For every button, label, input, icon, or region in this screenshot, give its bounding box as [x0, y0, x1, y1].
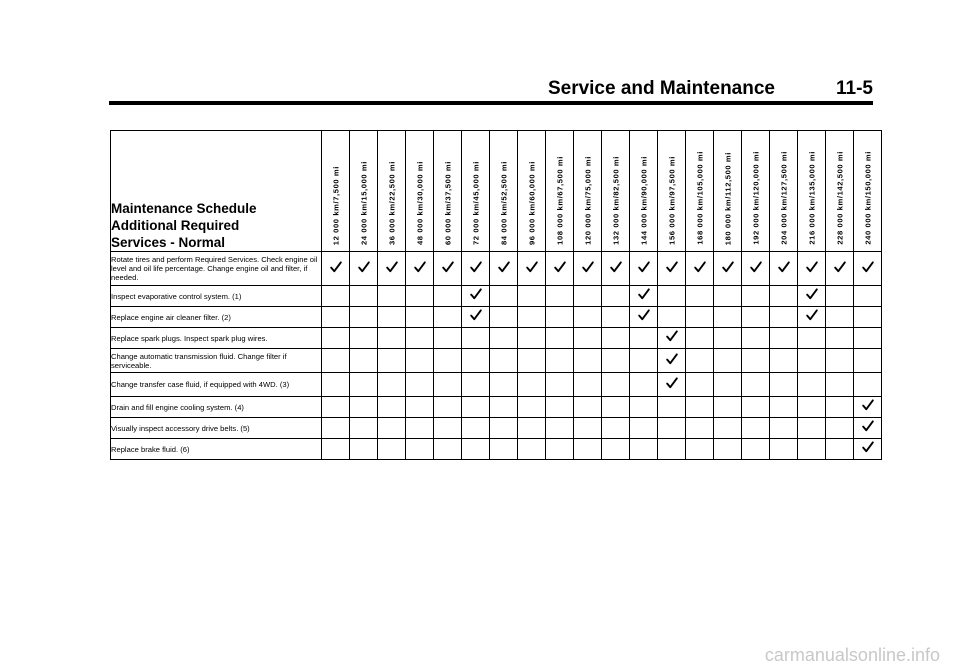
checkmark-icon [442, 261, 454, 273]
service-task: Replace engine air cleaner filter. (2) [111, 307, 322, 328]
schedule-cell [854, 286, 882, 307]
interval-label: 84 000 km/52,500 mi [499, 160, 508, 245]
checkmark-icon [330, 261, 342, 273]
schedule-cell [406, 328, 434, 349]
schedule-cell [854, 252, 882, 286]
checkmark-icon [806, 288, 818, 300]
schedule-cell [462, 373, 490, 397]
schedule-cell [602, 252, 630, 286]
interval-column-header [714, 131, 742, 252]
schedule-cell [658, 397, 686, 418]
schedule-cell [630, 373, 658, 397]
schedule-cell [350, 373, 378, 397]
schedule-cell [826, 349, 854, 373]
interval-label: 120 000 km/75,000 mi [583, 156, 592, 245]
checkmark-icon [638, 309, 650, 321]
schedule-cell [714, 349, 742, 373]
schedule-cell [658, 418, 686, 439]
schedule-cell [574, 349, 602, 373]
schedule-cell [518, 328, 546, 349]
schedule-cell [546, 349, 574, 373]
schedule-cell [518, 397, 546, 418]
schedule-cell [462, 397, 490, 418]
schedule-cell [462, 349, 490, 373]
schedule-cell [742, 328, 770, 349]
schedule-cell [490, 252, 518, 286]
schedule-cell [462, 252, 490, 286]
schedule-cell [854, 373, 882, 397]
schedule-cell [770, 307, 798, 328]
schedule-cell [854, 307, 882, 328]
schedule-cell [322, 286, 350, 307]
schedule-cell [406, 439, 434, 460]
schedule-cell [658, 286, 686, 307]
schedule-cell [826, 439, 854, 460]
service-task: Replace spark plugs. Inspect spark plug wires. [111, 328, 322, 349]
schedule-cell [686, 252, 714, 286]
interval-label: 180 000 km/112,500 mi [723, 151, 732, 245]
schedule-cell [602, 418, 630, 439]
checkmark-icon [806, 309, 818, 321]
schedule-cell [602, 349, 630, 373]
schedule-cell [518, 307, 546, 328]
schedule-cell [434, 373, 462, 397]
schedule-cell [742, 439, 770, 460]
schedule-cell [378, 373, 406, 397]
schedule-cell [350, 349, 378, 373]
schedule-cell [686, 373, 714, 397]
schedule-cell [574, 286, 602, 307]
schedule-cell [434, 252, 462, 286]
schedule-cell [714, 307, 742, 328]
interval-column-header [434, 131, 462, 252]
schedule-cell [434, 307, 462, 328]
schedule-cell [574, 418, 602, 439]
checkmark-icon [806, 261, 818, 273]
schedule-cell [490, 286, 518, 307]
schedule-cell [350, 307, 378, 328]
schedule-cell [686, 307, 714, 328]
schedule-cell [434, 349, 462, 373]
watermark: carmanualsonline.info [764, 645, 940, 665]
schedule-cell [658, 373, 686, 397]
checkmark-icon [470, 261, 482, 273]
schedule-cell [770, 439, 798, 460]
schedule-cell [322, 252, 350, 286]
interval-label: 108 000 km/67,500 mi [555, 156, 564, 245]
service-task: Change automatic transmission fluid. Change filter if serviceable. [111, 349, 322, 373]
schedule-cell [406, 307, 434, 328]
schedule-cell [462, 328, 490, 349]
table-row [111, 439, 882, 460]
checkmark-icon [554, 261, 566, 273]
schedule-cell [714, 418, 742, 439]
schedule-cell [490, 373, 518, 397]
checkmark-icon [834, 261, 846, 273]
schedule-cell [462, 307, 490, 328]
schedule-cell [742, 307, 770, 328]
schedule-cell [462, 418, 490, 439]
interval-column-header [546, 131, 574, 252]
schedule-cell [350, 418, 378, 439]
schedule-cell [630, 418, 658, 439]
schedule-cell [826, 397, 854, 418]
table-row [111, 307, 882, 328]
page-header [0, 78, 873, 100]
schedule-cell [602, 439, 630, 460]
schedule-cell [406, 286, 434, 307]
interval-column-header [406, 131, 434, 252]
schedule-cell [322, 397, 350, 418]
schedule-cell [406, 349, 434, 373]
table-title-line: Maintenance Schedule [111, 201, 257, 216]
checkmark-icon [358, 261, 370, 273]
interval-label: 72 000 km/45,000 mi [471, 160, 480, 245]
schedule-cell [798, 439, 826, 460]
checkmark-icon [666, 261, 678, 273]
schedule-cell [602, 373, 630, 397]
schedule-cell [714, 328, 742, 349]
schedule-cell [434, 439, 462, 460]
schedule-cell [378, 418, 406, 439]
schedule-cell [462, 286, 490, 307]
schedule-cell [686, 349, 714, 373]
schedule-cell [742, 373, 770, 397]
schedule-cell [798, 349, 826, 373]
schedule-cell [546, 397, 574, 418]
schedule-cell [770, 397, 798, 418]
schedule-cell [602, 328, 630, 349]
schedule-cell [630, 439, 658, 460]
schedule-cell [770, 349, 798, 373]
schedule-cell [798, 252, 826, 286]
table-body [111, 252, 882, 460]
schedule-cell [574, 252, 602, 286]
checkmark-icon [666, 353, 678, 365]
checkmark-icon [862, 420, 874, 432]
schedule-cell [854, 439, 882, 460]
schedule-cell [490, 439, 518, 460]
schedule-cell [574, 397, 602, 418]
schedule-cell [406, 418, 434, 439]
schedule-cell [350, 286, 378, 307]
schedule-cell [826, 286, 854, 307]
service-task: Inspect evaporative control system. (1) [111, 286, 322, 307]
interval-column-header [658, 131, 686, 252]
schedule-cell [350, 252, 378, 286]
checkmark-icon [750, 261, 762, 273]
checkmark-icon [470, 288, 482, 300]
schedule-cell [854, 397, 882, 418]
interval-column-header [770, 131, 798, 252]
interval-column-header [518, 131, 546, 252]
checkmark-icon [386, 261, 398, 273]
checkmark-icon [610, 261, 622, 273]
table-title [111, 131, 322, 252]
schedule-cell [658, 307, 686, 328]
schedule-cell [574, 307, 602, 328]
schedule-cell [490, 307, 518, 328]
interval-column-header [574, 131, 602, 252]
interval-column-header [490, 131, 518, 252]
schedule-cell [378, 286, 406, 307]
maintenance-schedule-table [110, 130, 882, 460]
schedule-cell [714, 397, 742, 418]
schedule-cell [490, 349, 518, 373]
service-task: Drain and fill engine cooling system. (4) [111, 397, 322, 418]
schedule-cell [714, 373, 742, 397]
schedule-cell [798, 418, 826, 439]
interval-column-header [854, 131, 882, 252]
schedule-cell [630, 252, 658, 286]
table-header-row [111, 131, 882, 252]
schedule-cell [742, 286, 770, 307]
schedule-cell [798, 373, 826, 397]
schedule-cell [686, 286, 714, 307]
interval-label: 228 000 km/142,500 mi [835, 151, 844, 245]
table-row [111, 349, 882, 373]
schedule-cell [854, 418, 882, 439]
table-row [111, 286, 882, 307]
schedule-cell [322, 328, 350, 349]
interval-label: 156 000 km/97,500 mi [667, 156, 676, 245]
table-row [111, 397, 882, 418]
table-row [111, 418, 882, 439]
schedule-cell [462, 439, 490, 460]
page-number: 11-5 [836, 78, 873, 99]
schedule-cell [546, 252, 574, 286]
schedule-cell [686, 418, 714, 439]
checkmark-icon [582, 261, 594, 273]
interval-column-header [826, 131, 854, 252]
interval-column-header [742, 131, 770, 252]
checkmark-icon [414, 261, 426, 273]
schedule-cell [378, 307, 406, 328]
schedule-cell [854, 349, 882, 373]
checkmark-icon [526, 261, 538, 273]
service-task: Replace brake fluid. (6) [111, 439, 322, 460]
table-title-line: Additional Required [111, 218, 240, 233]
schedule-cell [770, 418, 798, 439]
schedule-cell [322, 418, 350, 439]
schedule-cell [518, 286, 546, 307]
interval-column-header [462, 131, 490, 252]
schedule-cell [826, 418, 854, 439]
checkmark-icon [666, 330, 678, 342]
schedule-cell [574, 373, 602, 397]
checkmark-icon [498, 261, 510, 273]
checkmark-icon [638, 288, 650, 300]
schedule-cell [322, 439, 350, 460]
checkmark-icon [862, 261, 874, 273]
interval-column-header [686, 131, 714, 252]
schedule-cell [518, 252, 546, 286]
schedule-cell [322, 349, 350, 373]
service-task: Rotate tires and perform Required Services. Check engine oil level and oil life percentage. Change engine oil and filter, if needed. [111, 252, 322, 286]
checkmark-icon [694, 261, 706, 273]
schedule-cell [770, 286, 798, 307]
schedule-cell [686, 328, 714, 349]
schedule-cell [742, 252, 770, 286]
schedule-cell [518, 373, 546, 397]
interval-label: 204 000 km/127,500 mi [779, 151, 788, 245]
schedule-cell [714, 286, 742, 307]
schedule-cell [546, 286, 574, 307]
checkmark-icon [862, 441, 874, 453]
schedule-cell [798, 286, 826, 307]
schedule-cell [686, 439, 714, 460]
schedule-cell [378, 439, 406, 460]
schedule-cell [574, 439, 602, 460]
schedule-cell [602, 286, 630, 307]
schedule-cell [434, 418, 462, 439]
interval-column-header [602, 131, 630, 252]
service-task: Change transfer case fluid, if equipped with 4WD. (3) [111, 373, 322, 397]
header-rule [109, 101, 873, 105]
interval-label: 144 000 km/90,000 mi [639, 156, 648, 245]
checkmark-icon [862, 399, 874, 411]
schedule-cell [630, 397, 658, 418]
schedule-cell [630, 328, 658, 349]
schedule-cell [378, 328, 406, 349]
table-row [111, 252, 882, 286]
interval-label: 96 000 km/60,000 mi [527, 160, 536, 245]
schedule-cell [798, 397, 826, 418]
interval-label: 192 000 km/120,000 mi [751, 151, 760, 245]
schedule-cell [546, 373, 574, 397]
schedule-cell [574, 328, 602, 349]
schedule-cell [378, 252, 406, 286]
schedule-cell [546, 418, 574, 439]
schedule-cell [350, 328, 378, 349]
schedule-cell [434, 328, 462, 349]
schedule-cell [406, 373, 434, 397]
schedule-cell [490, 397, 518, 418]
checkmark-icon [722, 261, 734, 273]
schedule-cell [546, 439, 574, 460]
schedule-cell [546, 328, 574, 349]
interval-column-header [630, 131, 658, 252]
interval-column-header [322, 131, 350, 252]
schedule-cell [322, 373, 350, 397]
interval-column-header [378, 131, 406, 252]
schedule-cell [826, 307, 854, 328]
schedule-cell [854, 328, 882, 349]
schedule-cell [826, 373, 854, 397]
schedule-cell [770, 252, 798, 286]
schedule-cell [658, 349, 686, 373]
schedule-cell [826, 328, 854, 349]
schedule-cell [546, 307, 574, 328]
schedule-cell [518, 439, 546, 460]
schedule-cell [630, 286, 658, 307]
schedule-cell [798, 328, 826, 349]
interval-label: 24 000 km/15,000 mi [359, 160, 368, 245]
schedule-cell [630, 349, 658, 373]
interval-column-header [350, 131, 378, 252]
schedule-cell [518, 349, 546, 373]
schedule-cell [322, 307, 350, 328]
schedule-cell [630, 307, 658, 328]
interval-label: 216 000 km/135,000 mi [807, 151, 816, 245]
checkmark-icon [470, 309, 482, 321]
schedule-cell [350, 439, 378, 460]
schedule-cell [826, 252, 854, 286]
schedule-cell [406, 252, 434, 286]
schedule-cell [658, 328, 686, 349]
schedule-cell [742, 349, 770, 373]
table-row [111, 328, 882, 349]
interval-label: 240 000 km/150,000 mi [863, 151, 872, 245]
interval-label: 12 000 km/7,500 mi [331, 165, 340, 245]
interval-label: 60 000 km/37,500 mi [443, 160, 452, 245]
schedule-cell [742, 418, 770, 439]
schedule-cell [434, 286, 462, 307]
schedule-cell [378, 397, 406, 418]
schedule-cell [770, 373, 798, 397]
interval-label: 168 000 km/105,000 mi [695, 151, 704, 245]
schedule-cell [770, 328, 798, 349]
schedule-cell [350, 397, 378, 418]
schedule-cell [602, 397, 630, 418]
checkmark-icon [638, 261, 650, 273]
schedule-cell [714, 439, 742, 460]
table-row [111, 373, 882, 397]
schedule-cell [406, 397, 434, 418]
schedule-cell [798, 307, 826, 328]
service-task: Visually inspect accessory drive belts. (5) [111, 418, 322, 439]
interval-column-header [798, 131, 826, 252]
checkmark-icon [666, 377, 678, 389]
table-title-line: Services - Normal [111, 235, 226, 250]
schedule-cell [658, 252, 686, 286]
schedule-cell [434, 397, 462, 418]
schedule-cell [686, 397, 714, 418]
schedule-cell [518, 418, 546, 439]
schedule-cell [658, 439, 686, 460]
schedule-cell [490, 418, 518, 439]
interval-label: 48 000 km/30,000 mi [415, 160, 424, 245]
interval-label: 36 000 km/22,500 mi [387, 160, 396, 245]
schedule-cell [602, 307, 630, 328]
interval-label: 132 000 km/82,500 mi [611, 156, 620, 245]
schedule-cell [378, 349, 406, 373]
schedule-cell [714, 252, 742, 286]
section-title: Service and Maintenance [547, 78, 775, 99]
schedule-cell [490, 328, 518, 349]
checkmark-icon [778, 261, 790, 273]
schedule-cell [742, 397, 770, 418]
